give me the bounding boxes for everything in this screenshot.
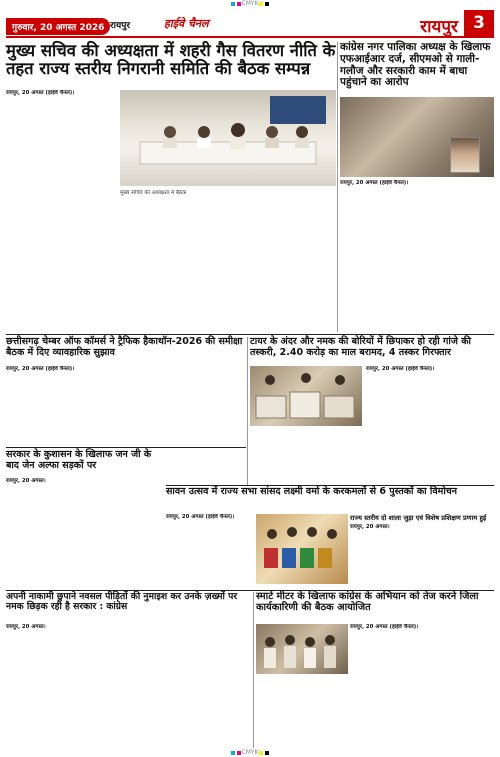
- story1-body-continued: [120, 242, 336, 332]
- story3-headline: छत्तीसगढ़ चेम्बर ऑफ कॉमर्स ने ट्रैफिक हैकाथॉन-2026 की समीक्षा बैठक में दिए व्यावहारिक सुझाव: [6, 336, 243, 358]
- story2-photo: [340, 97, 494, 177]
- meeting-photo-icon: [120, 90, 336, 186]
- story4-dateline: रायपुर, 20 अगस्त (हाईवे चैनल)।: [366, 366, 435, 372]
- story6-photo: [256, 514, 348, 584]
- story8-body: [350, 624, 494, 748]
- story2-dateline: रायपुर, 20 अगस्त (हाईवे चैनल)।: [340, 180, 409, 186]
- story4-body-continued: [250, 428, 362, 484]
- story4-headline: टायर के अंदर और नमक की बोरियों में छिपाकर हो रही गांजे की तस्करी, 2.40 करोड़ का माल बरामद, 4 तस्कर गिरफ्तार: [250, 336, 471, 358]
- section-divider: [6, 447, 246, 448]
- story5-headline: सरकार के कुशासन के खिलाफ जन जी के बाद जेन अल्फा सड़कों पर: [6, 449, 152, 471]
- story7-headline: अपनी नाकामी छुपाने नवसल पीड़ितों की नुमाइश कर उनके ज़ख्मों पर नमक छिड़क रही है सरकार : कांग्रेस: [6, 591, 238, 613]
- story2-body: [340, 180, 494, 332]
- page-number: 3: [464, 10, 494, 36]
- story1-body: [6, 90, 116, 332]
- edition-city: रायपुर: [110, 21, 131, 31]
- portrait-inset: [450, 137, 480, 173]
- book-launch-photo-icon: [256, 514, 348, 584]
- meeting-group-photo-icon: [256, 624, 348, 674]
- column-divider: [247, 337, 248, 485]
- story8-headline: स्मार्ट मीटर के खिलाफ कांग्रेस के अभियान को तेज करने जिला कार्यकारिणी की बैठक आयोजित: [256, 591, 479, 613]
- story1-dateline: रायपुर, 20 अगस्त (हाईवे चैनल)।: [6, 90, 75, 96]
- story8-body-continued: [256, 678, 348, 748]
- story6-headline: [166, 487, 492, 498]
- section-divider: [6, 334, 494, 335]
- issue-date: गुरुवार, 20 अगस्त 2026: [6, 18, 110, 35]
- story6b-headline: राज्य स्तरीय दो शाला जुड़ा एवं विशेष प्रशिक्षण प्रणाम हुई: [350, 514, 487, 522]
- column-divider: [337, 42, 338, 332]
- story6-dateline: रायपुर, 20 अगस्त (हाईवे चैनल)।: [166, 514, 235, 520]
- story3-dateline: रायपुर, 20 अगस्त (हाईवे चैनल)।: [6, 366, 75, 372]
- paper-name: हाईवे चैनल: [164, 17, 209, 30]
- story6b-body: [350, 514, 494, 588]
- column-divider: [253, 592, 254, 748]
- story6-headline-text: सावन उत्सव में राज्य सभा सांसद लक्ष्मी वर्मा के करकमलों से 6 पुस्तकों का विमोचन: [166, 486, 458, 497]
- story1-headline: मुख्य सचिव की अध्यक्षता में शहरी गैस वितरण नीति के तहत राज्य स्तरीय निगरानी समिति की बैठक सम्पन्न: [6, 41, 336, 79]
- story6-body: [166, 514, 254, 588]
- seized-goods-photo-icon: [250, 366, 362, 426]
- story2-headline: कांग्रेस नगर पालिका अध्यक्ष के खिलाफ एफआईआर दर्ज, सीएमओ से गाली-गलौज और सरकारी काम में बाधा पहुंचाने का आरोप: [340, 41, 491, 89]
- story5-body: [6, 478, 162, 588]
- story3-body: [6, 366, 244, 446]
- story4-photo: [250, 366, 362, 426]
- story1-caption: मुख्य सचिव की अध्यक्षता में बैठक: [120, 190, 187, 196]
- section-title: रायपुर: [420, 17, 458, 37]
- story5-dateline: रायपुर, 20 अगस्त।: [6, 478, 46, 484]
- masthead: [6, 10, 494, 38]
- cmyk-mark-top: CMYK: [0, 0, 500, 8]
- story8-photo: [256, 624, 348, 674]
- story6b-dateline: रायपुर, 20 अगस्त।: [350, 524, 390, 530]
- story1-photo: [120, 90, 336, 186]
- story7-dateline: रायपुर, 20 अगस्त।: [6, 624, 46, 630]
- story4-body: [366, 366, 494, 484]
- story1-caption-area: [120, 190, 336, 238]
- cmyk-mark-bottom: CMYK: [0, 749, 500, 757]
- story8-dateline: रायपुर, 20 अगस्त (हाईवे चैनल)।: [350, 624, 419, 630]
- story7-body: [6, 624, 250, 748]
